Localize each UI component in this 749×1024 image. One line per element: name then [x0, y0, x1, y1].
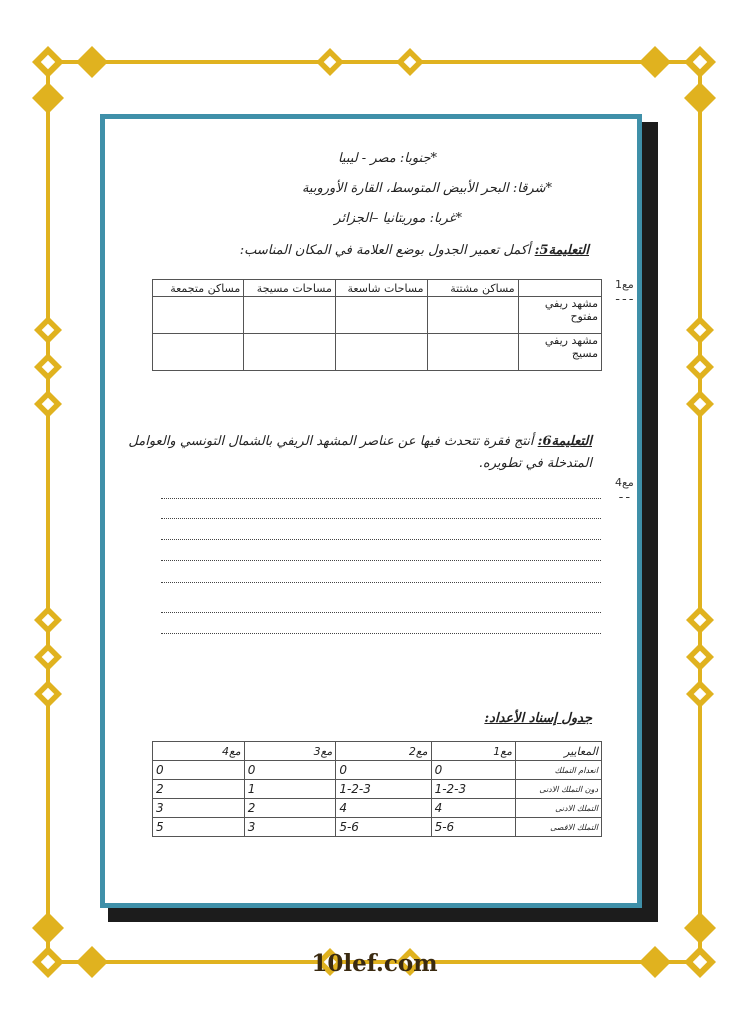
column-header: المعايير	[516, 742, 602, 761]
score-cell: 0	[431, 761, 515, 780]
score-cell: 2	[244, 799, 336, 818]
task5-label: التعليمة5:	[534, 243, 589, 258]
column-header: مساحات شاسعة	[335, 280, 427, 297]
task6-label: التعليمة6:	[537, 434, 592, 449]
score-cell: 1	[244, 780, 336, 799]
answer-cell[interactable]	[244, 334, 336, 371]
task6-text-line1: أنتج فقرة تتحدث فيها عن عناصر المشهد الريفي بالشمال التونسي والعوامل	[128, 434, 534, 449]
task6-side-mark: مع4	[615, 476, 634, 489]
grading-title	[484, 711, 592, 726]
east-line: *شرقا: البحر الأبيض المتوسط، القارة الأوروبية	[301, 181, 552, 196]
frame-diamond	[76, 46, 108, 78]
task5-side-mark: مع1	[615, 278, 634, 291]
task5-side-note	[615, 279, 634, 303]
south-line: *جنوبا: مصر - ليبيا	[337, 151, 437, 166]
answer-cell[interactable]	[335, 334, 427, 371]
task5-side-dash: ـ ـ ـ	[616, 290, 633, 303]
answer-cell[interactable]	[244, 297, 336, 334]
column-header: مساحات مسيجة	[244, 280, 336, 297]
task6-heading	[128, 434, 592, 449]
answer-line[interactable]	[161, 581, 601, 583]
row-header: مشهد ريفي مسيج	[518, 334, 601, 371]
score-cell: 2	[153, 780, 245, 799]
frame-diamond	[684, 82, 716, 114]
west-line: *غربا: موريتانيا –الجزائر	[334, 211, 462, 226]
frame-diamond	[639, 46, 671, 78]
answer-cell[interactable]	[427, 297, 518, 334]
table-row	[153, 297, 602, 334]
task6-side-note	[615, 477, 634, 501]
table-row	[153, 780, 602, 799]
answer-cell[interactable]	[153, 334, 244, 371]
column-header: مع1	[431, 742, 515, 761]
score-cell: 4	[431, 799, 515, 818]
answer-line[interactable]	[161, 538, 601, 540]
table-row	[153, 761, 602, 780]
score-cell: 0	[244, 761, 336, 780]
table-row	[153, 799, 602, 818]
frame-diamond	[684, 912, 716, 944]
score-cell: 5-6	[336, 818, 431, 837]
answer-line[interactable]	[161, 632, 601, 634]
task5-table	[152, 279, 602, 371]
score-cell: 5	[153, 818, 245, 837]
task6-side-dash: ـ ـ	[619, 488, 630, 501]
table-row	[153, 742, 602, 761]
answer-line[interactable]	[161, 559, 601, 561]
task6-text-line2: المتدخلة في تطويره.	[478, 456, 592, 471]
column-header	[518, 280, 601, 297]
score-cell: 4	[336, 799, 431, 818]
column-header: مع3	[244, 742, 336, 761]
answer-line[interactable]	[161, 497, 601, 499]
answer-line[interactable]	[161, 611, 601, 613]
column-header: مساكن متجمعة	[153, 280, 244, 297]
score-cell: 1-2-3	[336, 780, 431, 799]
task5-text: أكمل تعمير الجدول بوضع العلامة في المكان المناسب:	[239, 243, 531, 258]
column-header: مع2	[336, 742, 431, 761]
site-watermark: 10lef.com	[311, 950, 438, 977]
grading-title-text: جدول إسناد الأعداد:	[484, 711, 592, 726]
worksheet	[100, 114, 642, 908]
criterion-cell: التملك الادنى	[516, 799, 602, 818]
criterion-cell: انعدام التملك	[516, 761, 602, 780]
score-cell: 0	[336, 761, 431, 780]
column-header: مساكن مشتتة	[427, 280, 518, 297]
column-header: مع4	[153, 742, 245, 761]
table-row	[153, 334, 602, 371]
grading-table	[152, 741, 602, 837]
table-row	[153, 280, 602, 297]
answer-cell[interactable]	[153, 297, 244, 334]
answer-cell[interactable]	[427, 334, 518, 371]
score-cell: 5-6	[431, 818, 515, 837]
row-header: مشهد ريفي مفتوح	[518, 297, 601, 334]
task5-heading	[240, 243, 589, 258]
table-row	[153, 818, 602, 837]
criterion-cell: دون التملك الادنى	[516, 780, 602, 799]
score-cell: 1-2-3	[431, 780, 515, 799]
score-cell: 3	[153, 799, 245, 818]
answer-line[interactable]	[161, 517, 601, 519]
score-cell: 3	[244, 818, 336, 837]
frame-diamond	[32, 82, 64, 114]
criterion-cell: التملك الاقصى	[516, 818, 602, 837]
frame-diamond	[32, 912, 64, 944]
score-cell: 0	[153, 761, 245, 780]
answer-cell[interactable]	[335, 297, 427, 334]
